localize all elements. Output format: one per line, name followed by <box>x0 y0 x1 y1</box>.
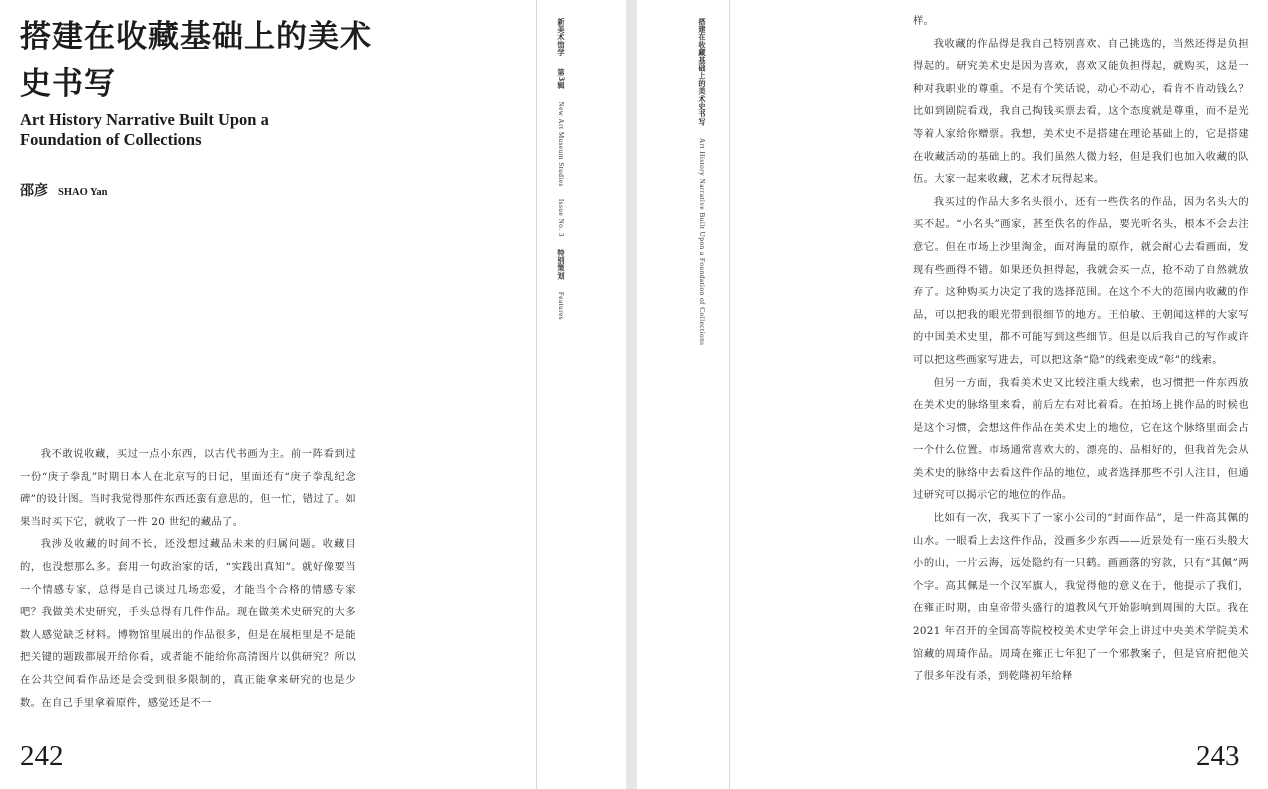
body-paragraph: 样。 <box>913 15 935 27</box>
right-body-text <box>913 10 1249 688</box>
body-paragraph: 我买过的作品大多名头很小，还有一些佚名的作品，因为名头大的买不起。“小名头”画家，甚至佚名的作品，要光听名头，根本不会去注意它。但在市场上沙里淘金，面对海量的原作，就会耐心去看画面，发现有些画得不错。如果还负担得起，我就会买一点，抢不动了自然就放弃了。这种购买力决定了我的选择范围。在这个不大的范围内收藏的作品，可以把我的眼光带到很细节的地方。王伯敏、王朝闻这样的大家写的中国美术史里，都不可能写到这些细节。但是以后我自己的写作或许可以把这些画家写进去，可以把这条“隐”的线索变成“彰”的线索。 <box>913 195 1249 366</box>
body-paragraph: 但另一方面，我看美术史又比较注重大线索，也习惯把一件东西放在美术史的脉络里来看，前后左右对比着看。在拍场上挑作品的时候也是这个习惯，会想这件作品在美术史上的地位，它在这个脉络里面会占一个什么位置。市场通常喜欢大的、漂亮的、品相好的，但我首先会从美术史的脉络中去看这件作品的地位，或者选择那些不引人注目，但通过研究可以揭示它的地位的作品。 <box>913 376 1249 502</box>
author-name-english: SHAO Yan <box>58 187 108 198</box>
section-english: Features <box>557 291 565 321</box>
author-line <box>20 180 108 200</box>
margin-rule-left <box>536 0 537 789</box>
author-name-chinese: 邵彦 <box>20 183 48 199</box>
left-page <box>0 0 536 789</box>
issue-english: Issue No. 3 <box>557 198 565 237</box>
left-body-text <box>20 443 356 714</box>
running-head-right <box>697 18 707 345</box>
section-chinese: 特别策划 <box>557 248 566 280</box>
body-paragraph: 我收藏的作品得是我自己特别喜欢、自己挑选的，当然还得是负担得起的。研究美术史是因为喜欢，喜欢又能负担得起，就购买，这是一种对我职业的尊重。不是有个笑话说，动心不动心，看肯不肯动钱么？比如到剧院看戏，我自己掏钱买票去看，这个态度就是尊重，而不是光等着人家给你赠票。我想，美术史不是搭建在理论基础上的，它是搭建在收藏活动的基础上的。我们虽然人微力轻，但是我们也加入收藏的队伍。大家一起来收藏，艺术才玩得起来。 <box>913 37 1249 186</box>
book-gutter <box>626 0 637 789</box>
page-number-right: 243 <box>1196 740 1240 772</box>
article-title-chinese: 搭建在收藏基础上的美术史书写 <box>20 19 372 102</box>
running-head-left <box>556 18 566 320</box>
body-paragraph: 我涉及收藏的时间不长，还没想过藏品未来的归属问题。收藏目的，也没想那么多。套用一句政治家的话，“实践出真知”。就好像要当一个情感专家，总得是自己谈过几场恋爱，才能当个合格的情感专家吧？我做美术史研究，手头总得有几件作品。现在做美术史研究的大多数人感觉缺乏材料。博物馆里展出的作品很多，但是在展柜里是不是能把关键的题跋都展开给你看，或者能不能给你高清图片以供研究？所以在公共空间看作品还是会受到很多限制的，真正能拿来研究的也是少数。在自己手里拿着原件，感觉还是不一 <box>20 538 356 709</box>
body-paragraph: 比如有一次，我买下了一家小公司的“封面作品”，是一件高其佩的山水。一眼看上去这件作品，没画多少东西——近景处有一座石头般大小的山，一片云海，远处隐约有一只鹤。画画落的穷款，只有“其佩”两个字。高其佩是一个汉军旗人，我觉得他的意义在于，他提示了我们，在雍正时期，由皇帝带头盛行的道教风气开始影响到周围的大臣。我在 2021 年召开的全国高等院校校美术史学年会上讲过中央美术学院美术馆藏的周琦作品。周琦在雍正七年犯了一个邪教案子，但是官府把他关了很多年没有杀，到乾隆初年给释 <box>913 512 1249 683</box>
margin-rule-right <box>729 0 730 789</box>
journal-name-chinese: 新美术馆学 <box>557 18 566 57</box>
article-title-english: Art History Narrative Built Upon a Foundation of Collections <box>20 110 269 149</box>
issue-chinese: 第3辑 <box>557 68 566 90</box>
journal-name-english: New Art Museum Studies <box>557 101 565 187</box>
body-paragraph: 我不敢说收藏，买过一点小东西，以古代书画为主。前一阵看到过一份“庚子拳乱”时期日本人在北京写的日记，里面还有“庚子拳乱纪念碑”的设计图。当时我觉得那件东西还蛮有意思的，但一忙，错过了。如果当时买下它，就收了一件 20 世纪的藏品了。 <box>20 448 356 528</box>
running-title-chinese: 搭建在收藏基础上的美术史书写 <box>698 18 707 126</box>
page-number-left: 242 <box>20 740 64 772</box>
running-title-english: Art History Narrative Built Upon a Foundation of Collections <box>698 137 706 346</box>
